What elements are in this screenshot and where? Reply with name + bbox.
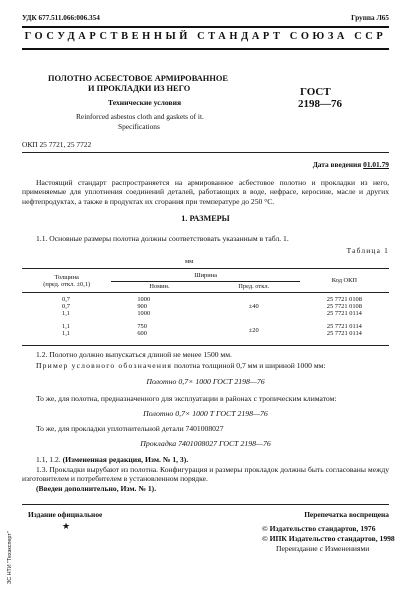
okp-cell: 25 7721 0108 [326,302,362,310]
udk-code: УДК 677.511.066:006.354 [22,14,100,22]
example-label: Пример условного обозначения [36,361,173,370]
okp-cell: 25 7721 0108 [326,295,362,303]
intro-date [313,160,389,169]
reprint-prohibited: Перепечатка воспрещена [304,510,389,519]
amendment-1 [22,455,389,464]
col-deviation-header: Пред. откл. [238,282,270,290]
example-rest: полотна толщиной 0,7 мм и шириной 1000 мм: [173,361,326,370]
section-1-heading: 1. РАЗМЕРЫ [181,214,230,223]
nomin-cell: 900 [137,302,147,310]
designation-2: Полотно 0,7× 1000 Т ГОСТ 2198—76 [143,409,268,418]
title-line-1: ПОЛОТНО АСБЕСТОВОЕ АРМИРОВАННОЕ [48,74,228,83]
gasket-paragraph: То же, для прокладки уплотнительной детали 7401008027 [36,424,224,433]
header-rule [22,26,389,28]
nomin-cell: 750 [137,323,147,331]
col-nomin-header: Номин. [149,282,170,290]
dimensions-table [22,270,389,338]
table-caption: Таблица 1 [346,246,389,255]
intro-date-value: 01.01.79 [363,160,389,169]
okp-cell: 25 7721 0114 [326,323,362,331]
table-bottom-rule [22,345,389,346]
thickness-cell: 1,1 [62,330,70,338]
header-rule-2 [22,48,389,50]
deviation-cell: ±20 [248,326,259,334]
amendment-1-numbers: 1.1, 1.2. [36,455,61,464]
gost-number: 2198—76 [298,98,342,110]
col-width-header: Ширина [111,270,299,281]
intro-date-label: Дата введения [312,160,362,169]
title-line-2: И ПРОКЛАДКИ ИЗ НЕГО [88,84,191,93]
okp-cell: 25 7721 0114 [326,330,362,338]
official-edition: Издание официальное [28,510,103,519]
tropic-paragraph: То же, для полотна, предназначенного для эксплуатации в районах с тропическим климатом: [36,394,337,403]
col-thickness-title: Толщина [54,273,79,281]
copyright-1: © Издательство стандартов, 1976 [262,524,376,533]
thickness-cell: 1,1 [62,323,70,331]
col-thickness-note: (пред. откл. ±0,1) [43,280,91,288]
title-english-1: Reinforced asbestos cloth and gaskets of it. [76,112,204,121]
footer-rule [22,504,389,505]
table-top-rule [22,268,389,269]
nomin-cell: 1000 [137,309,151,317]
table-unit: мм [185,258,194,265]
example-paragraph [22,361,389,370]
okp-codes: ОКП 25 7721, 25 7722 [22,140,92,149]
paragraph-1-3: 1.3. Прокладки вырубают из полотна. Конфигурация и размеры прокладок должны быть согласованы между изготовителем и потребителем в установленном порядке. [22,465,389,484]
paragraph-1-1: 1.1. Основные размеры полотна должны соответствовать указанным в табл. 1. [36,234,289,243]
sidebar-watermark [2,505,12,590]
reissue-note: Переиздание с Изменениями [276,544,370,553]
group-code: Группа Л65 [351,14,389,22]
title-english-2: Specifications [118,122,160,131]
gost-label: ГОСТ [300,86,331,98]
okp-rule [22,152,389,153]
title-subtitle: Технические условия [108,98,182,107]
intro-paragraph: Настоящий стандарт распространяется на армированное асбестовое полотно и прокладки из него, применяемые для уплотнения соединений деталей, работающих в воде, нефрасе, керосине, масле и других нефтепродуктах, а также в продуктах их сгорания при температуре до 250 °С. [22,178,389,206]
nomin-cell: 600 [137,330,147,338]
deviation-cell: ±40 [248,302,259,310]
col-okp-header: Код ОКП [331,277,358,285]
thickness-cell: 0,7 [62,302,70,310]
okp-cell: 25 7721 0114 [326,309,362,317]
col-thickness-header [22,270,111,292]
table-row [22,296,389,318]
state-standard-heading: ГОСУДАРСТВЕННЫЙ СТАНДАРТ СОЮЗА ССР [24,31,387,42]
copyright-2: © ИПК Издательство стандартов, 1998 [262,534,395,543]
amendment-2: (Введен дополнительно, Изм. № 1). [36,484,157,493]
nomin-cell: 1000 [137,295,151,303]
table-row [22,323,389,337]
designation-3: Прокладка 7401008027 ГОСТ 2198—76 [140,439,271,448]
paragraph-1-2: 1.2. Полотно должно выпускаться длиной не менее 1500 мм. [36,350,232,359]
amendment-1-text: (Измененная редакция, Изм. № 1, 3). [62,455,189,464]
thickness-cell: 0,7 [62,295,70,303]
thickness-cell: 1,1 [62,309,70,317]
star-icon: ★ [62,521,71,531]
designation-1: Полотно 0,7× 1000 ГОСТ 2198—76 [146,377,265,386]
sidebar-text: ЗС НТИ "Техэксперт" [7,531,13,584]
